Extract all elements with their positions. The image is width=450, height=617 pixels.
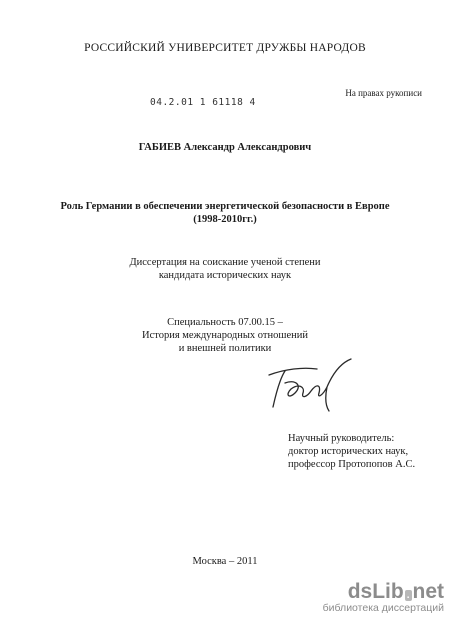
dslib-logo (348, 580, 444, 604)
specialty-line: История международных отношений (142, 330, 308, 341)
logo-text-right: net (412, 580, 444, 603)
city-year: Москва – 2011 (192, 556, 258, 567)
degree-line: кандидата исторических наук (158, 270, 292, 281)
title-line: Роль Германии в обеспечении энергетической безопасности в Европе (60, 201, 390, 212)
degree-statement (0, 256, 450, 282)
supervisor-line: профессор Протопопов А.С. (288, 459, 416, 470)
rights-note: На правах рукописи (345, 88, 422, 98)
dslib-watermark (264, 580, 444, 614)
specialty-line: Специальность 07.00.15 – (167, 317, 283, 328)
logo-dot: . (406, 590, 410, 601)
supervisor-line: доктор исторических наук, (288, 446, 409, 457)
specialty-line: и внешней политики (178, 343, 272, 354)
supervisor-line: Научный руководитель: (288, 433, 395, 444)
dissertation-title (0, 200, 450, 226)
degree-line: Диссертация на соискание ученой степени (129, 257, 321, 268)
title-line: (1998-2010гг.) (193, 214, 257, 225)
stamp-number: 04.2.01 1 61118 4 (150, 97, 256, 108)
university-name: РОССИЙСКИЙ УНИВЕРСИТЕТ ДРУЖБЫ НАРОДОВ (84, 42, 366, 54)
specialty-statement (0, 316, 450, 355)
handwritten-signature (255, 355, 365, 420)
logo-text-left: dsLib (347, 580, 404, 603)
scientific-supervisor (288, 432, 415, 471)
watermark-subtitle: библиотека диссертаций (322, 602, 444, 614)
author-name: ГАБИЕВ Александр Александрович (138, 142, 312, 153)
